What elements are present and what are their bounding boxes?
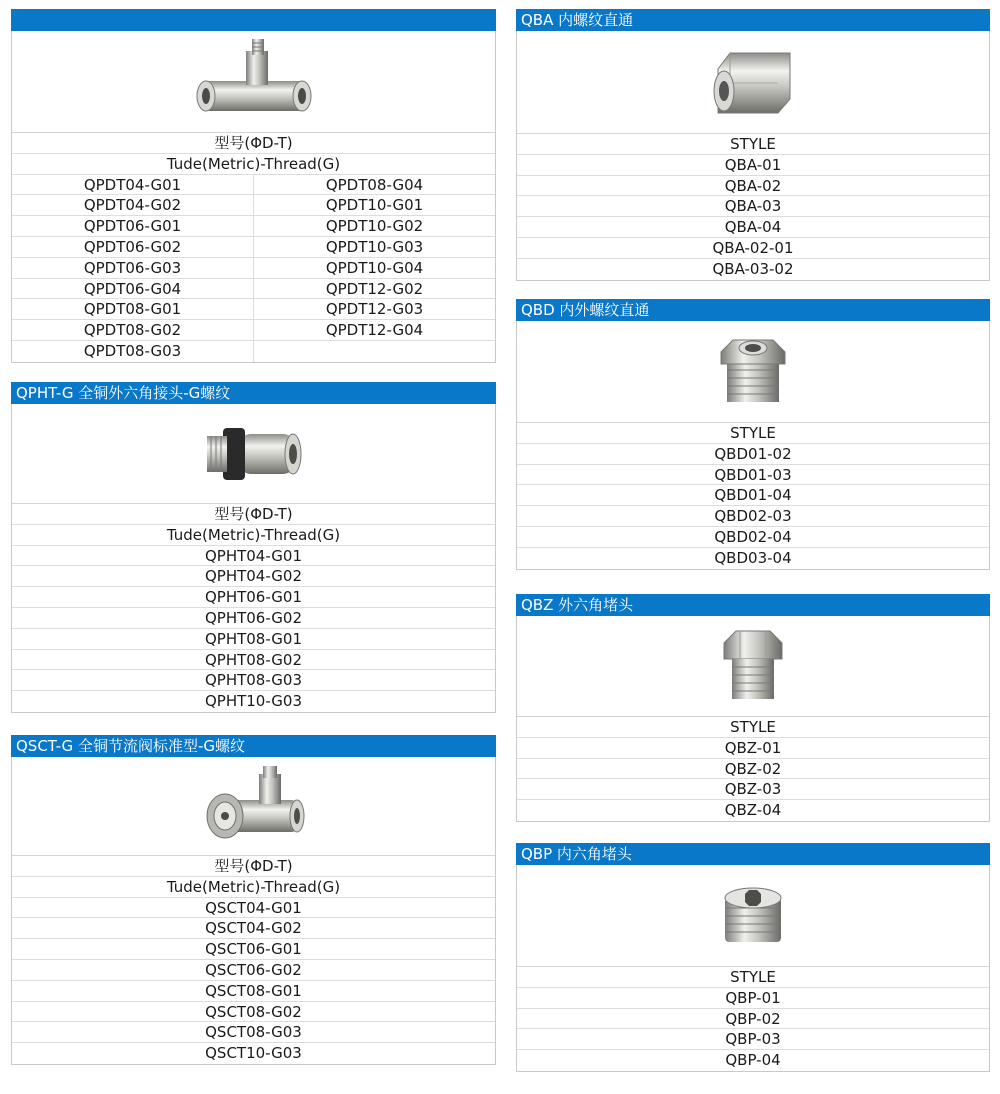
qpdt-panel	[11, 9, 496, 363]
table-row: QPHT10-G03	[204, 692, 303, 711]
table-row: QBP-04	[725, 1051, 781, 1070]
product-image	[12, 757, 495, 856]
header-row: 型号(ΦD-T)	[12, 504, 495, 525]
table-row	[12, 258, 495, 279]
table-row: QBP-03	[517, 1029, 989, 1050]
qba-panel	[516, 9, 990, 281]
table-row: QBA-02-01	[517, 238, 989, 259]
product-image	[517, 31, 989, 134]
style-label: STYLE	[517, 717, 989, 738]
table-row: QPHT04-G01	[12, 546, 495, 567]
table-row: QSCT06-G01	[12, 939, 495, 960]
qbd-panel	[516, 299, 990, 570]
product-image	[12, 404, 495, 504]
table-row: QSCT10-G03	[205, 1044, 302, 1063]
table-row	[12, 299, 495, 320]
table-row	[12, 237, 495, 258]
header-row: Tude(Metric)-Thread(G)	[12, 154, 495, 175]
style-label: STYLE	[517, 134, 989, 155]
table-row	[12, 320, 495, 341]
table-row: QPHT06-G01	[12, 587, 495, 608]
table-row: QPHT08-G01	[12, 629, 495, 650]
hex-coupling-icon	[708, 47, 798, 117]
model-cell: QPDT06-G02	[83, 237, 182, 256]
model-cell: QPDT04-G02	[83, 196, 182, 215]
model-cell: QPDT06-G03	[83, 258, 182, 277]
model-cell: QPDT08-G01	[83, 300, 182, 319]
table-row	[12, 341, 495, 362]
product-image	[517, 321, 989, 423]
model-cell: QPDT12-G04	[253, 320, 495, 340]
panel-header: QPHT-G 全铜外六角接头-G螺纹	[11, 382, 496, 404]
table-row	[12, 279, 495, 300]
model-cell: QPDT04-G01	[83, 175, 182, 194]
panel-header: QBD 内外螺纹直通	[516, 299, 990, 321]
product-image	[517, 865, 989, 967]
table-row: QSCT08-G02	[12, 1002, 495, 1023]
model-cell: QPDT10-G03	[253, 237, 495, 257]
table-row: QBZ-01	[517, 738, 989, 759]
reducer-bushing-icon	[713, 336, 793, 408]
table-row: QBA-01	[517, 155, 989, 176]
panel-body	[11, 31, 496, 363]
qpht-panel	[11, 382, 496, 713]
header-row: 型号(ΦD-T)	[12, 133, 495, 154]
table-row: QBD01-02	[517, 444, 989, 465]
panel-header: QSCT-G 全铜节流阀标准型-G螺纹	[11, 735, 496, 757]
panel-body	[516, 865, 990, 1072]
table-row	[12, 175, 495, 196]
header-row: 型号(ΦD-T)	[12, 856, 495, 877]
table-row: QBD02-04	[517, 527, 989, 548]
panel-body	[516, 31, 990, 281]
table-row: QBA-04	[517, 217, 989, 238]
table-row: QBD01-04	[517, 485, 989, 506]
panel-header: QBZ 外六角堵头	[516, 594, 990, 616]
flow-valve-icon	[199, 764, 309, 848]
table-row: QSCT06-G02	[12, 960, 495, 981]
panel-header	[11, 9, 496, 31]
qbp-panel	[516, 843, 990, 1072]
hex-plug-icon	[718, 629, 788, 703]
model-cell: QPDT08-G02	[83, 321, 182, 340]
model-cell: QPDT12-G03	[253, 299, 495, 319]
model-cell: QPDT06-G04	[83, 279, 182, 298]
table-row: QSCT08-G03	[12, 1022, 495, 1043]
table-row: QPHT08-G03	[12, 670, 495, 691]
table-row: QPHT06-G02	[12, 608, 495, 629]
header-row: Tude(Metric)-Thread(G)	[12, 877, 495, 898]
table-row: QBP-02	[517, 1009, 989, 1030]
model-cell: QPDT12-G02	[253, 279, 495, 299]
table-row: QBZ-04	[724, 801, 782, 820]
panel-body	[11, 757, 496, 1065]
model-cell: QPDT06-G01	[83, 217, 182, 236]
table-row: QBD03-04	[714, 548, 792, 567]
table-row: QPHT08-G02	[12, 650, 495, 671]
socket-plug-icon	[715, 884, 791, 948]
model-cell	[253, 341, 495, 362]
elbow-fitting-icon	[199, 414, 309, 494]
table-row	[12, 216, 495, 237]
table-row: QSCT04-G02	[12, 918, 495, 939]
panel-header: QBA 内螺纹直通	[516, 9, 990, 31]
model-cell: QPDT08-G04	[253, 175, 495, 195]
panel-body	[516, 616, 990, 822]
table-row: QBA-03-02	[712, 259, 794, 278]
table-row: QPHT04-G02	[12, 566, 495, 587]
table-row: QSCT04-G01	[12, 898, 495, 919]
table-row: QBZ-03	[517, 779, 989, 800]
header-row: Tude(Metric)-Thread(G)	[12, 525, 495, 546]
tee-fitting-icon	[194, 37, 314, 127]
table-row: QBZ-02	[517, 759, 989, 780]
table-row	[12, 195, 495, 216]
style-label: STYLE	[517, 423, 989, 444]
panel-body	[11, 404, 496, 713]
product-image	[517, 616, 989, 717]
model-cell: QPDT10-G01	[253, 195, 495, 215]
product-image	[12, 31, 495, 133]
table-row: QBA-02	[517, 176, 989, 197]
model-cell: QPDT10-G04	[253, 258, 495, 278]
model-cell: QPDT08-G03	[83, 341, 182, 360]
table-row: QSCT08-G01	[12, 981, 495, 1002]
style-label: STYLE	[517, 967, 989, 988]
table-row: QBD02-03	[517, 506, 989, 527]
table-row: QBP-01	[517, 988, 989, 1009]
table-row: QBA-03	[517, 196, 989, 217]
qbz-panel	[516, 594, 990, 822]
qsct-panel	[11, 735, 496, 1065]
model-cell: QPDT10-G02	[253, 216, 495, 236]
table-row: QBD01-03	[517, 465, 989, 486]
panel-header: QBP 内六角堵头	[516, 843, 990, 865]
panel-body	[516, 321, 990, 570]
